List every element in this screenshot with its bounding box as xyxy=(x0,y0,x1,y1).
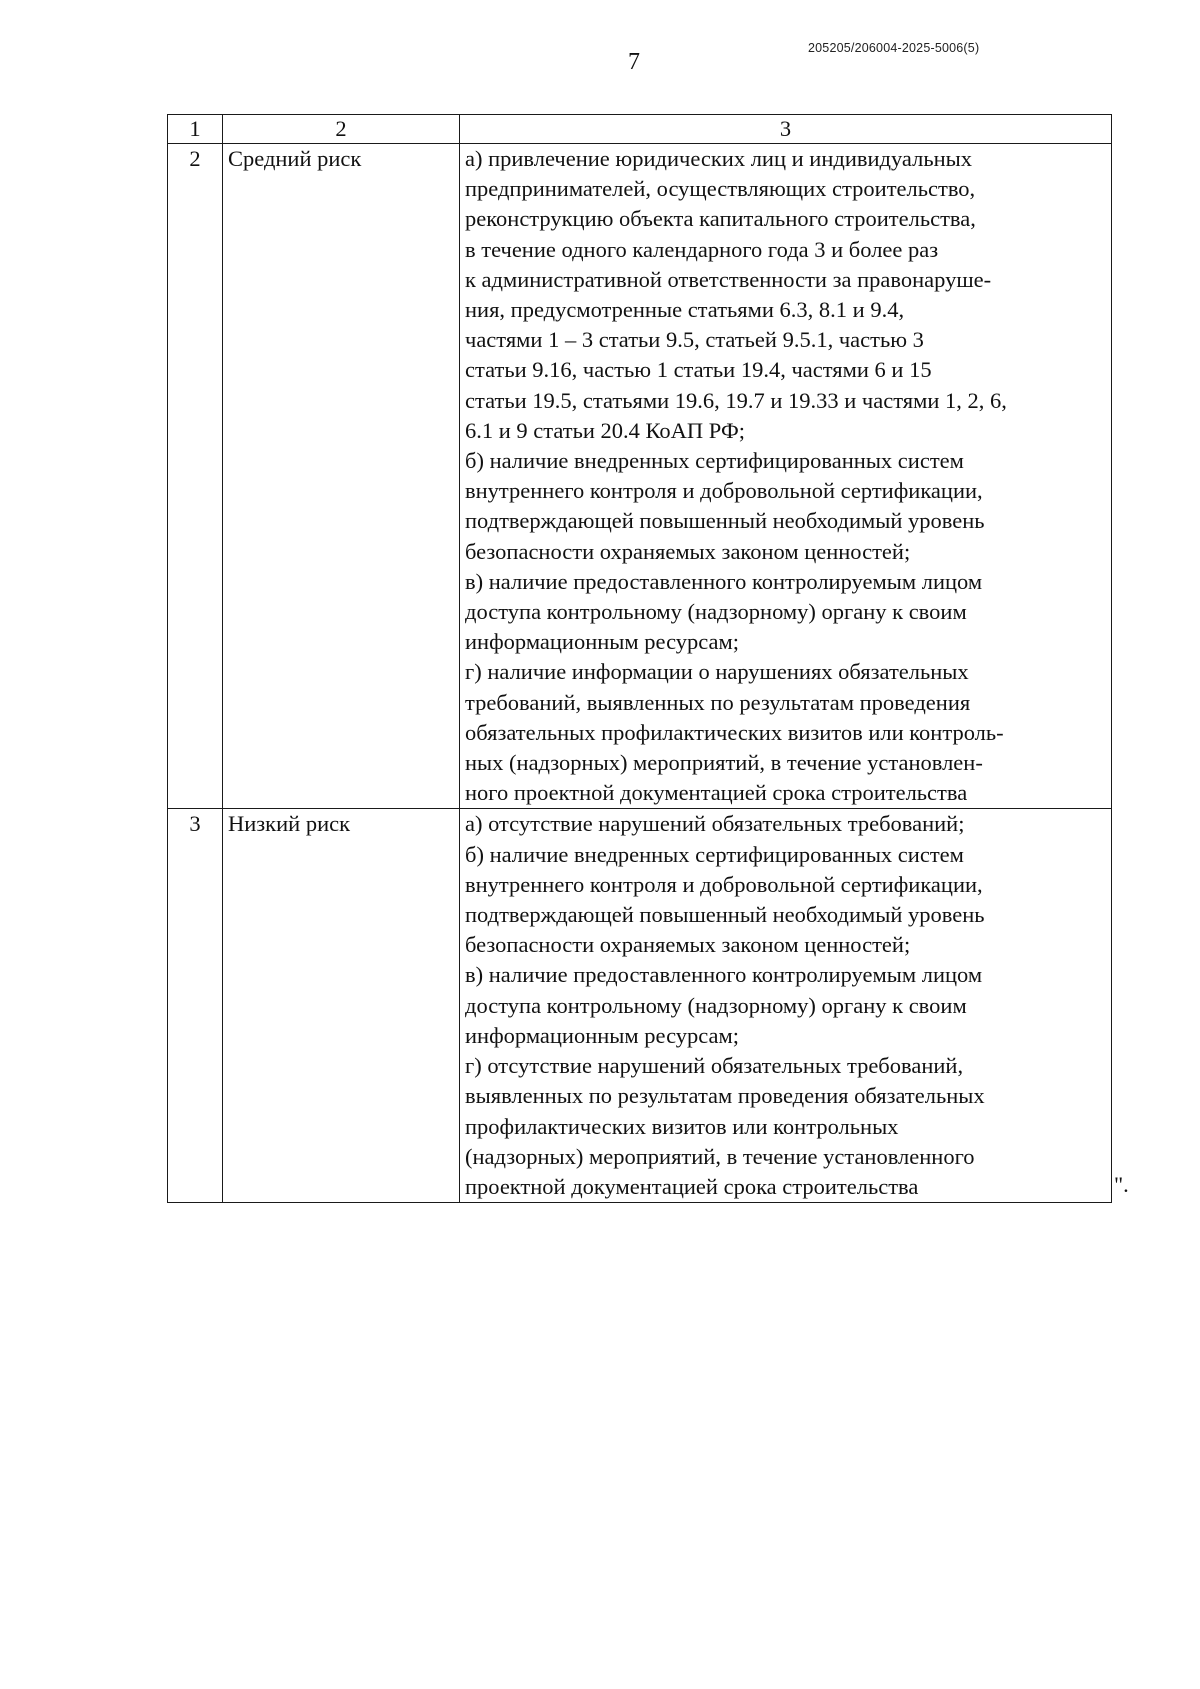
criteria-line: в течение одного календарного года 3 и более раз xyxy=(465,236,939,262)
criteria-line: ного проектной документацией срока строительства xyxy=(465,780,968,806)
criteria-line: безопасности охраняемых законом ценностей; xyxy=(465,932,911,958)
criteria-line: г) наличие информации о нарушениях обязательных xyxy=(465,659,969,685)
criteria-line: частями 1 – 3 статьи 9.5, статьей 9.5.1, частью 3 xyxy=(465,327,924,353)
criteria-line: выявленных по результатам проведения обязательных xyxy=(465,1083,985,1109)
criteria-line: требований, выявленных по результатам проведения xyxy=(465,689,971,715)
criteria-line: статьи 19.5, статьями 19.6, 19.7 и 19.33 и частями 1, 2, 6, xyxy=(465,387,1007,413)
risk-criteria-table xyxy=(167,114,1112,1203)
criteria-line: реконструкцию объекта капитального строительства, xyxy=(465,206,976,232)
criteria-line: ных (надзорных) мероприятий, в течение установлен- xyxy=(465,750,983,776)
table-row-medium-risk xyxy=(168,144,1112,809)
page-number: 7 xyxy=(628,49,640,75)
table-row-low-risk xyxy=(168,809,1112,1203)
column-header-2: 2 xyxy=(223,115,460,144)
criteria-line: внутреннего контроля и добровольной сертификации, xyxy=(465,478,983,504)
criteria-line: статьи 9.16, частью 1 статьи 19.4, частями 6 и 15 xyxy=(465,357,932,383)
criteria-line: информационным ресурсам; xyxy=(465,629,740,655)
criteria-line: доступа контрольному (надзорному) органу к своим xyxy=(465,599,967,625)
closing-quote: ". xyxy=(1114,1172,1129,1197)
criteria-line: проектной документацией срока строительства xyxy=(465,1173,919,1199)
row-number: 3 xyxy=(168,809,223,1203)
criteria-line: подтверждающей повышенный необходимый уровень xyxy=(465,902,985,928)
criteria-line: обязательных профилактических визитов или контроль- xyxy=(465,719,1004,745)
column-header-3: 3 xyxy=(460,115,1112,144)
criteria-line: ния, предусмотренные статьями 6.3, 8.1 и 9.4, xyxy=(465,297,905,323)
criteria-line: а) привлечение юридических лиц и индивидуальных xyxy=(465,146,973,171)
document-id: 205205/206004-2025-5006(5) xyxy=(808,41,980,55)
criteria-line: в) наличие предоставленного контролируемым лицом xyxy=(465,962,983,988)
criteria-line: г) отсутствие нарушений обязательных требований, xyxy=(465,1053,964,1079)
criteria-line: предпринимателей, осуществляющих строительство, xyxy=(465,176,976,202)
criteria-line: внутреннего контроля и добровольной сертификации, xyxy=(465,871,983,897)
risk-criteria xyxy=(460,144,1112,809)
criteria-line: б) наличие внедренных сертифицированных систем xyxy=(465,841,964,867)
criteria-line: (надзорных) мероприятий, в течение установленного xyxy=(465,1143,975,1169)
criteria-line: подтверждающей повышенный необходимый уровень xyxy=(465,508,985,534)
criteria-line: а) отсутствие нарушений обязательных требований; xyxy=(465,811,965,837)
risk-criteria xyxy=(460,809,1112,1203)
criteria-line: профилактических визитов или контрольных xyxy=(465,1113,899,1139)
risk-category: Низкий риск xyxy=(223,809,460,1203)
row-number: 2 xyxy=(168,144,223,809)
criteria-line: в) наличие предоставленного контролируемым лицом xyxy=(465,568,983,594)
criteria-line: б) наличие внедренных сертифицированных систем xyxy=(465,448,964,474)
column-header-1: 1 xyxy=(168,115,223,144)
risk-category: Средний риск xyxy=(223,144,460,809)
table-header-row xyxy=(168,115,1112,144)
criteria-line: безопасности охраняемых законом ценностей; xyxy=(465,538,911,564)
criteria-line: 6.1 и 9 статьи 20.4 КоАП РФ; xyxy=(465,417,745,443)
criteria-line: к административной ответственности за правонаруше- xyxy=(465,266,992,292)
criteria-line: доступа контрольному (надзорному) органу к своим xyxy=(465,992,967,1018)
criteria-line: информационным ресурсам; xyxy=(465,1022,740,1048)
